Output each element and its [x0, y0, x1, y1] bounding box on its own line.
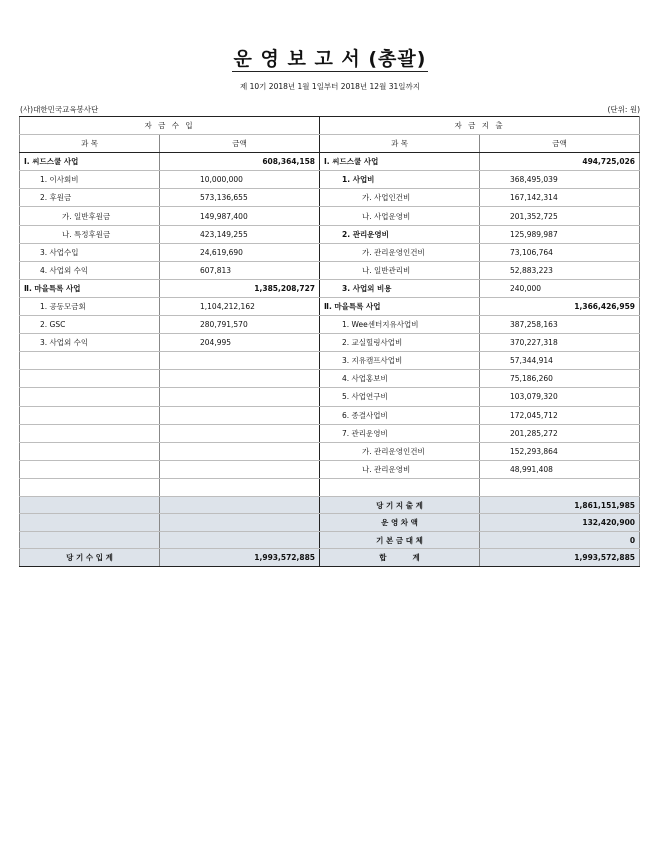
income-item: [20, 352, 160, 370]
income-item: 1. 이사회비: [20, 171, 160, 189]
table-row: [20, 261, 640, 279]
table-row: [20, 189, 640, 207]
organization-name: (사)대한민국교육봉사단: [20, 105, 99, 114]
table-row: [20, 478, 640, 496]
summary-row-fund: [20, 531, 640, 549]
income-amount: [160, 424, 320, 442]
income-amount: 10,000,000: [160, 171, 320, 189]
fund-transfer-amount: 0: [480, 531, 640, 549]
expense-amount: 73,106,764: [480, 243, 640, 261]
expense-item: 2. 관리운영비: [320, 225, 480, 243]
income-amount: [160, 352, 320, 370]
income-item: [20, 478, 160, 496]
income-amount: 149,987,400: [160, 207, 320, 225]
expense-amount: 48,991,408: [480, 460, 640, 478]
income-amount: 280,791,570: [160, 316, 320, 334]
income-item: [20, 460, 160, 478]
current-income-amount: 1,993,572,885: [160, 549, 320, 567]
income-item: [20, 370, 160, 388]
table-row: [20, 352, 640, 370]
expense-item: 5. 사업연구비: [320, 388, 480, 406]
expense-item: 7. 관리운영비: [320, 424, 480, 442]
income-item: 2. GSC: [20, 316, 160, 334]
expense-item: Ⅰ. 씨드스쿨 사업: [320, 153, 480, 171]
table-row: [20, 406, 640, 424]
income-amount: [160, 388, 320, 406]
table-row: [20, 460, 640, 478]
income-amount: [160, 406, 320, 424]
table-row: [20, 279, 640, 297]
income-section-header: 자 금 수 입: [20, 117, 320, 135]
expense-amount: 201,352,725: [480, 207, 640, 225]
expense-amount: [480, 478, 640, 496]
fund-transfer-label: 기 본 금 대 체: [320, 531, 480, 549]
balance-label: 운 영 차 액: [320, 514, 480, 532]
expense-amount: 172,045,712: [480, 406, 640, 424]
table-row: [20, 388, 640, 406]
expense-item: 2. 교실힐링사업비: [320, 334, 480, 352]
table-row: [20, 153, 640, 171]
expense-item: Ⅱ. 마을특록 사업: [320, 297, 480, 315]
income-item: [20, 424, 160, 442]
operations-report-table: [19, 116, 640, 567]
expense-item: 가. 사업인건비: [320, 189, 480, 207]
income-amount: [160, 460, 320, 478]
report-period: 제 10기 2018년 1월 1일부터 2018년 12월 31일까지: [240, 82, 420, 91]
expense-item: [320, 478, 480, 496]
expense-amount: 167,142,314: [480, 189, 640, 207]
column-header-row: [20, 135, 640, 153]
table-row: [20, 297, 640, 315]
currency-unit: (단위: 원): [607, 105, 640, 114]
expense-amount: 368,495,039: [480, 171, 640, 189]
expense-item: 6. 종결사업비: [320, 406, 480, 424]
current-expense-amount: 1,861,151,985: [480, 496, 640, 514]
expense-item: 3. 사업외 비용: [320, 279, 480, 297]
income-amount: 204,995: [160, 334, 320, 352]
expense-item: 가. 관리운영인건비: [320, 243, 480, 261]
income-item: Ⅰ. 씨드스쿨 사업: [20, 153, 160, 171]
income-amount: 423,149,255: [160, 225, 320, 243]
income-amount: 607,813: [160, 261, 320, 279]
income-item: 4. 사업외 수익: [20, 261, 160, 279]
income-amount: 1,385,208,727: [160, 279, 320, 297]
table-row: [20, 424, 640, 442]
expense-amount: 370,227,318: [480, 334, 640, 352]
income-item: 2. 후원금: [20, 189, 160, 207]
table-row: [20, 171, 640, 189]
expense-item: 가. 관리운영인건비: [320, 442, 480, 460]
income-item: Ⅱ. 마을특록 사업: [20, 279, 160, 297]
expense-item: 나. 일반관리비: [320, 261, 480, 279]
summary-row-balance: [20, 514, 640, 532]
expense-amount: 201,285,272: [480, 424, 640, 442]
expense-item: 1. 사업비: [320, 171, 480, 189]
total-amount: 1,993,572,885: [480, 549, 640, 567]
income-item: 3. 사업외 수익: [20, 334, 160, 352]
expense-amount: 387,258,163: [480, 316, 640, 334]
expense-item: 나. 사업운영비: [320, 207, 480, 225]
expense-amount: 75,186,260: [480, 370, 640, 388]
section-header-row: [20, 117, 640, 135]
table-row: [20, 207, 640, 225]
income-amount: 608,364,158: [160, 153, 320, 171]
expense-item: 4. 사업홍보비: [320, 370, 480, 388]
table-row: [20, 225, 640, 243]
income-amount: 573,136,655: [160, 189, 320, 207]
income-amount: [160, 478, 320, 496]
report-title: 운 영 보 고 서 (총괄): [233, 48, 427, 70]
expense-amount: 125,989,987: [480, 225, 640, 243]
expense-amount: 152,293,864: [480, 442, 640, 460]
income-subject-header: 과 목: [20, 135, 160, 153]
expense-amount: 494,725,026: [480, 153, 640, 171]
total-label: 합 계: [320, 549, 480, 567]
expense-amount: 103,079,320: [480, 388, 640, 406]
income-item: 나. 특정후원금: [20, 225, 160, 243]
expense-amount: 1,366,426,959: [480, 297, 640, 315]
income-item: 가. 일반후원금: [20, 207, 160, 225]
income-item: [20, 388, 160, 406]
income-amount: 1,104,212,162: [160, 297, 320, 315]
expense-amount: 52,883,223: [480, 261, 640, 279]
expense-amount: 240,000: [480, 279, 640, 297]
income-amount: [160, 370, 320, 388]
income-item: [20, 406, 160, 424]
expense-section-header: 자 금 지 출: [320, 117, 640, 135]
current-income-label: 당 기 수 입 계: [20, 549, 160, 567]
balance-amount: 132,420,900: [480, 514, 640, 532]
expense-item: 3. 지유캠프사업비: [320, 352, 480, 370]
table-row: [20, 334, 640, 352]
income-amount: [160, 442, 320, 460]
table-row: [20, 442, 640, 460]
income-item: 1. 공동모금회: [20, 297, 160, 315]
income-item: [20, 442, 160, 460]
table-row: [20, 243, 640, 261]
income-item: 3. 사업수입: [20, 243, 160, 261]
expense-amount: 57,344,914: [480, 352, 640, 370]
table-row: [20, 316, 640, 334]
summary-row-current-expense: [20, 496, 640, 514]
summary-row-total: [20, 549, 640, 567]
income-amount: 24,619,690: [160, 243, 320, 261]
income-amount-header: 금액: [160, 135, 320, 153]
expense-item: 1. Wee센터지유사업비: [320, 316, 480, 334]
table-row: [20, 370, 640, 388]
expense-amount-header: 금액: [480, 135, 640, 153]
current-expense-label: 당 기 지 출 계: [320, 496, 480, 514]
expense-subject-header: 과 목: [320, 135, 480, 153]
expense-item: 나. 관리운영비: [320, 460, 480, 478]
